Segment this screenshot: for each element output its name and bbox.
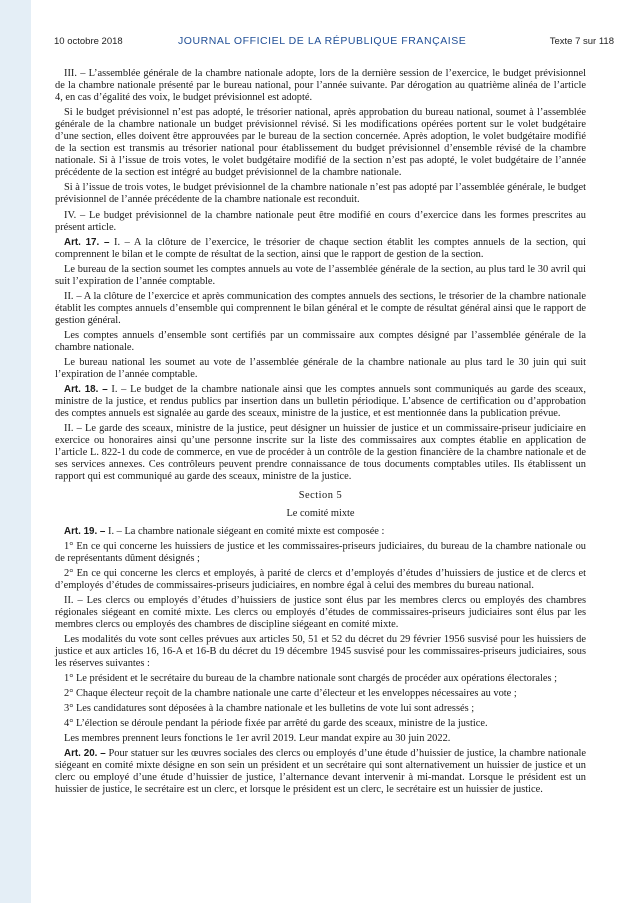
paragraph	[55, 634, 586, 670]
paragraph-text: III. – L’assemblée générale de la chambre nationale adopte, lors de la dernière session de l’exercice, le budget prévisionnel de la chambre nationale présenté par le bureau national, pour l’année suivante. Par dérogation au quatrième alinéa de l’article 4, en cas d’égalité des voix, le budget prévisionnel est adopté.	[55, 68, 586, 104]
paragraph	[55, 384, 586, 420]
paragraph	[55, 541, 586, 565]
paragraph-text: I. – A la clôture de l’exercice, le trésorier de chaque section établit les comptes annuels de la section, qui comprennent le bilan et le compte de résultat de la section, ainsi que le rapport de gestion de la section.	[55, 236, 586, 260]
journal-title: JOURNAL OFFICIEL DE LA RÉPUBLIQUE FRANÇAISE	[178, 35, 467, 47]
document-body	[55, 68, 586, 800]
article-number: Art. 17. –	[64, 236, 110, 248]
paragraph-text: 2° En ce qui concerne les clercs et employés, à parité de clercs et d’employés d’études d’huissiers de justice et de clercs et d’employés d’études de commissaires-priseurs judiciaires, en nombre égal à celui des membres du bureau national.	[55, 567, 586, 591]
paragraph	[55, 748, 586, 796]
paragraph	[55, 423, 586, 483]
paragraph	[55, 718, 586, 730]
paragraph	[55, 68, 586, 104]
paragraph	[55, 688, 586, 700]
section-title: Section 5	[298, 489, 343, 501]
paragraph	[55, 237, 586, 261]
paragraph-text: 3° Les candidatures sont déposées à la chambre nationale et les bulletins de vote lui sont adressés ;	[64, 703, 475, 715]
paragraph-text: II. – Les clercs ou employés d’études d’huissiers de justice sont élus par les membres clercs ou employés des chambres régionales siégeant en comité mixte. Les clercs ou employés d’études de commissaires-priseurs judiciaires sont élus par les membres clercs ou employés des chambres de discipline siégeant en comité mixte.	[55, 594, 586, 630]
section-subtitle: Le comité mixte	[286, 507, 355, 519]
paragraph	[55, 264, 586, 288]
article-number: Art. 19. –	[64, 525, 106, 537]
paragraph	[55, 703, 586, 715]
paragraph-text: Le bureau de la section soumet les comptes annuels au vote de l’assemblée générale de la section, au plus tard le 30 avril qui suit l’expiration de l’année comptable.	[55, 263, 586, 287]
paragraph	[55, 526, 586, 538]
paragraph	[55, 210, 586, 234]
paragraph-text: Si le budget prévisionnel n’est pas adopté, le trésorier national, après approbation du bureau national, soumet à l’assemblée générale de la chambre nationale un budget prévisionnel révisé. Si les modifications opérées portent sur le volet budgétaire d’une section, elles doivent être approuvées par le bureau de la section concernée. Après adoption, le volet budgétaire modifié de la section est transmis au trésorier national pour établissement du budget prévisionnel d’ensemble révisé de la chambre nationale. Si à l’issue de trois votes, le volet budgétaire modifié de la section n’est pas adopté, le volet budgétaire de l’année précédente de la section est intégré au budget prévisionnel de la chambre nationale.	[55, 107, 586, 179]
paragraph-text: 1° En ce qui concerne les huissiers de justice et les commissaires-priseurs judiciaires, du bureau de la chambre nationale ou de représentants dûment désignés ;	[55, 540, 586, 564]
paragraph-text: 1° Le président et le secrétaire du bureau de la chambre nationale sont chargés de procéder aux opérations électorales ;	[64, 673, 557, 685]
paragraph-text: Pour statuer sur les œuvres sociales des clercs ou employés d’une étude d’huissier de justice, la chambre nationale siégeant en comité mixte désigne en son sein un président et un secrétaire qui sont alternativement un huissier de justice et un clerc ou employé d’une étude d’huissier de justice, l’alternance devant intervenir à mi-mandat. Lorsque le président est un huissier de justice, le secrétaire est un clerc, et lorsque le président est un clerc, le secrétaire est un huissier de justice.	[55, 748, 587, 796]
header-date: 10 octobre 2018	[54, 36, 123, 47]
page-header	[54, 36, 614, 50]
paragraph-text: IV. – Le budget prévisionnel de la chambre nationale peut être modifié en cours d’exercice dans les formes prescrites au présent article.	[55, 209, 586, 233]
paragraph-text: Les comptes annuels d’ensemble sont certifiés par un commissaire aux comptes désigné par l’assemblée générale de la chambre nationale.	[55, 329, 586, 353]
paragraph	[55, 568, 586, 592]
paragraph-text: Les modalités du vote sont celles prévues aux articles 50, 51 et 52 du décret du 29 février 1956 susvisé pour les huissiers de justice et aux articles 16, 16-A et 16-B du décret du 19 décembre 1945 susvisé pour les commissaires-priseurs judiciaires, sous les réserves suivantes :	[55, 633, 586, 670]
page-margin-band	[0, 0, 31, 903]
paragraph-text: I. – La chambre nationale siégeant en comité mixte est composée :	[108, 525, 385, 537]
paragraph	[55, 107, 586, 179]
paragraph	[55, 291, 586, 327]
paragraph	[55, 673, 586, 685]
paragraph-text: I. – Le budget de la chambre nationale ainsi que les comptes annuels sont communiqués au garde des sceaux, ministre de la justice, et rendus publics par insertion dans un bulletin périodique. L’absence de certification ou d’approbation des comptes annuels est signalée au garde des sceaux, ministre de la justice, et est mentionnée dans la publication prévue.	[55, 384, 586, 420]
paragraph-text: II. – A la clôture de l’exercice et après communication des comptes annuels des sections, le trésorier de la chambre nationale établit les comptes annuels d’ensemble qui comprennent le bilan général et le compte de résultat général ainsi que le rapport de gestion général.	[55, 290, 586, 326]
page-counter: Texte 7 sur 118	[549, 36, 614, 47]
article-number: Art. 20. –	[64, 748, 106, 760]
paragraph	[55, 357, 586, 381]
paragraph-text: Le bureau national les soumet au vote de l’assemblée générale de la chambre nationale au plus tard le 30 juin qui suit l’expiration de l’année comptable.	[55, 357, 586, 381]
paragraph	[55, 733, 586, 745]
paragraph-text: Les membres prennent leurs fonctions le 1er avril 2019. Leur mandat expire au 30 juin 2022.	[64, 733, 451, 745]
paragraph	[55, 595, 586, 631]
paragraph-text: Si à l’issue de trois votes, le budget prévisionnel de la chambre nationale n’est pas adopté par l’assemblée générale, le budget prévisionnel de l’année précédente de la chambre nationale est reconduit.	[55, 182, 586, 206]
paragraph-text: 4° L’élection se déroule pendant la période fixée par arrêté du garde des sceaux, ministre de la justice.	[64, 718, 488, 730]
paragraph-text: 2° Chaque électeur reçoit de la chambre nationale une carte d’électeur et les enveloppes nécessaires au vote ;	[64, 688, 517, 700]
article-number: Art. 18. –	[64, 384, 108, 396]
paragraph-text: II. – Le garde des sceaux, ministre de la justice, peut désigner un huissier de justice et un commissaire-priseur judiciaire en exercice ou honoraires ainsi qu’une personne inscrite sur la liste des commissaires aux comptes établie en application de l’article L. 822-1 du code de commerce, en vue de procéder à un contrôle de la gestion financière de la chambre nationale et de ses services annexes. Ces contrôleurs peuvent prendre connaissance de tous documents comptables utiles. Ils établissent un rapport qui est communiqué au garde des sceaux, ministre de la justice.	[55, 423, 586, 483]
paragraph	[55, 182, 586, 206]
paragraph	[55, 330, 586, 354]
